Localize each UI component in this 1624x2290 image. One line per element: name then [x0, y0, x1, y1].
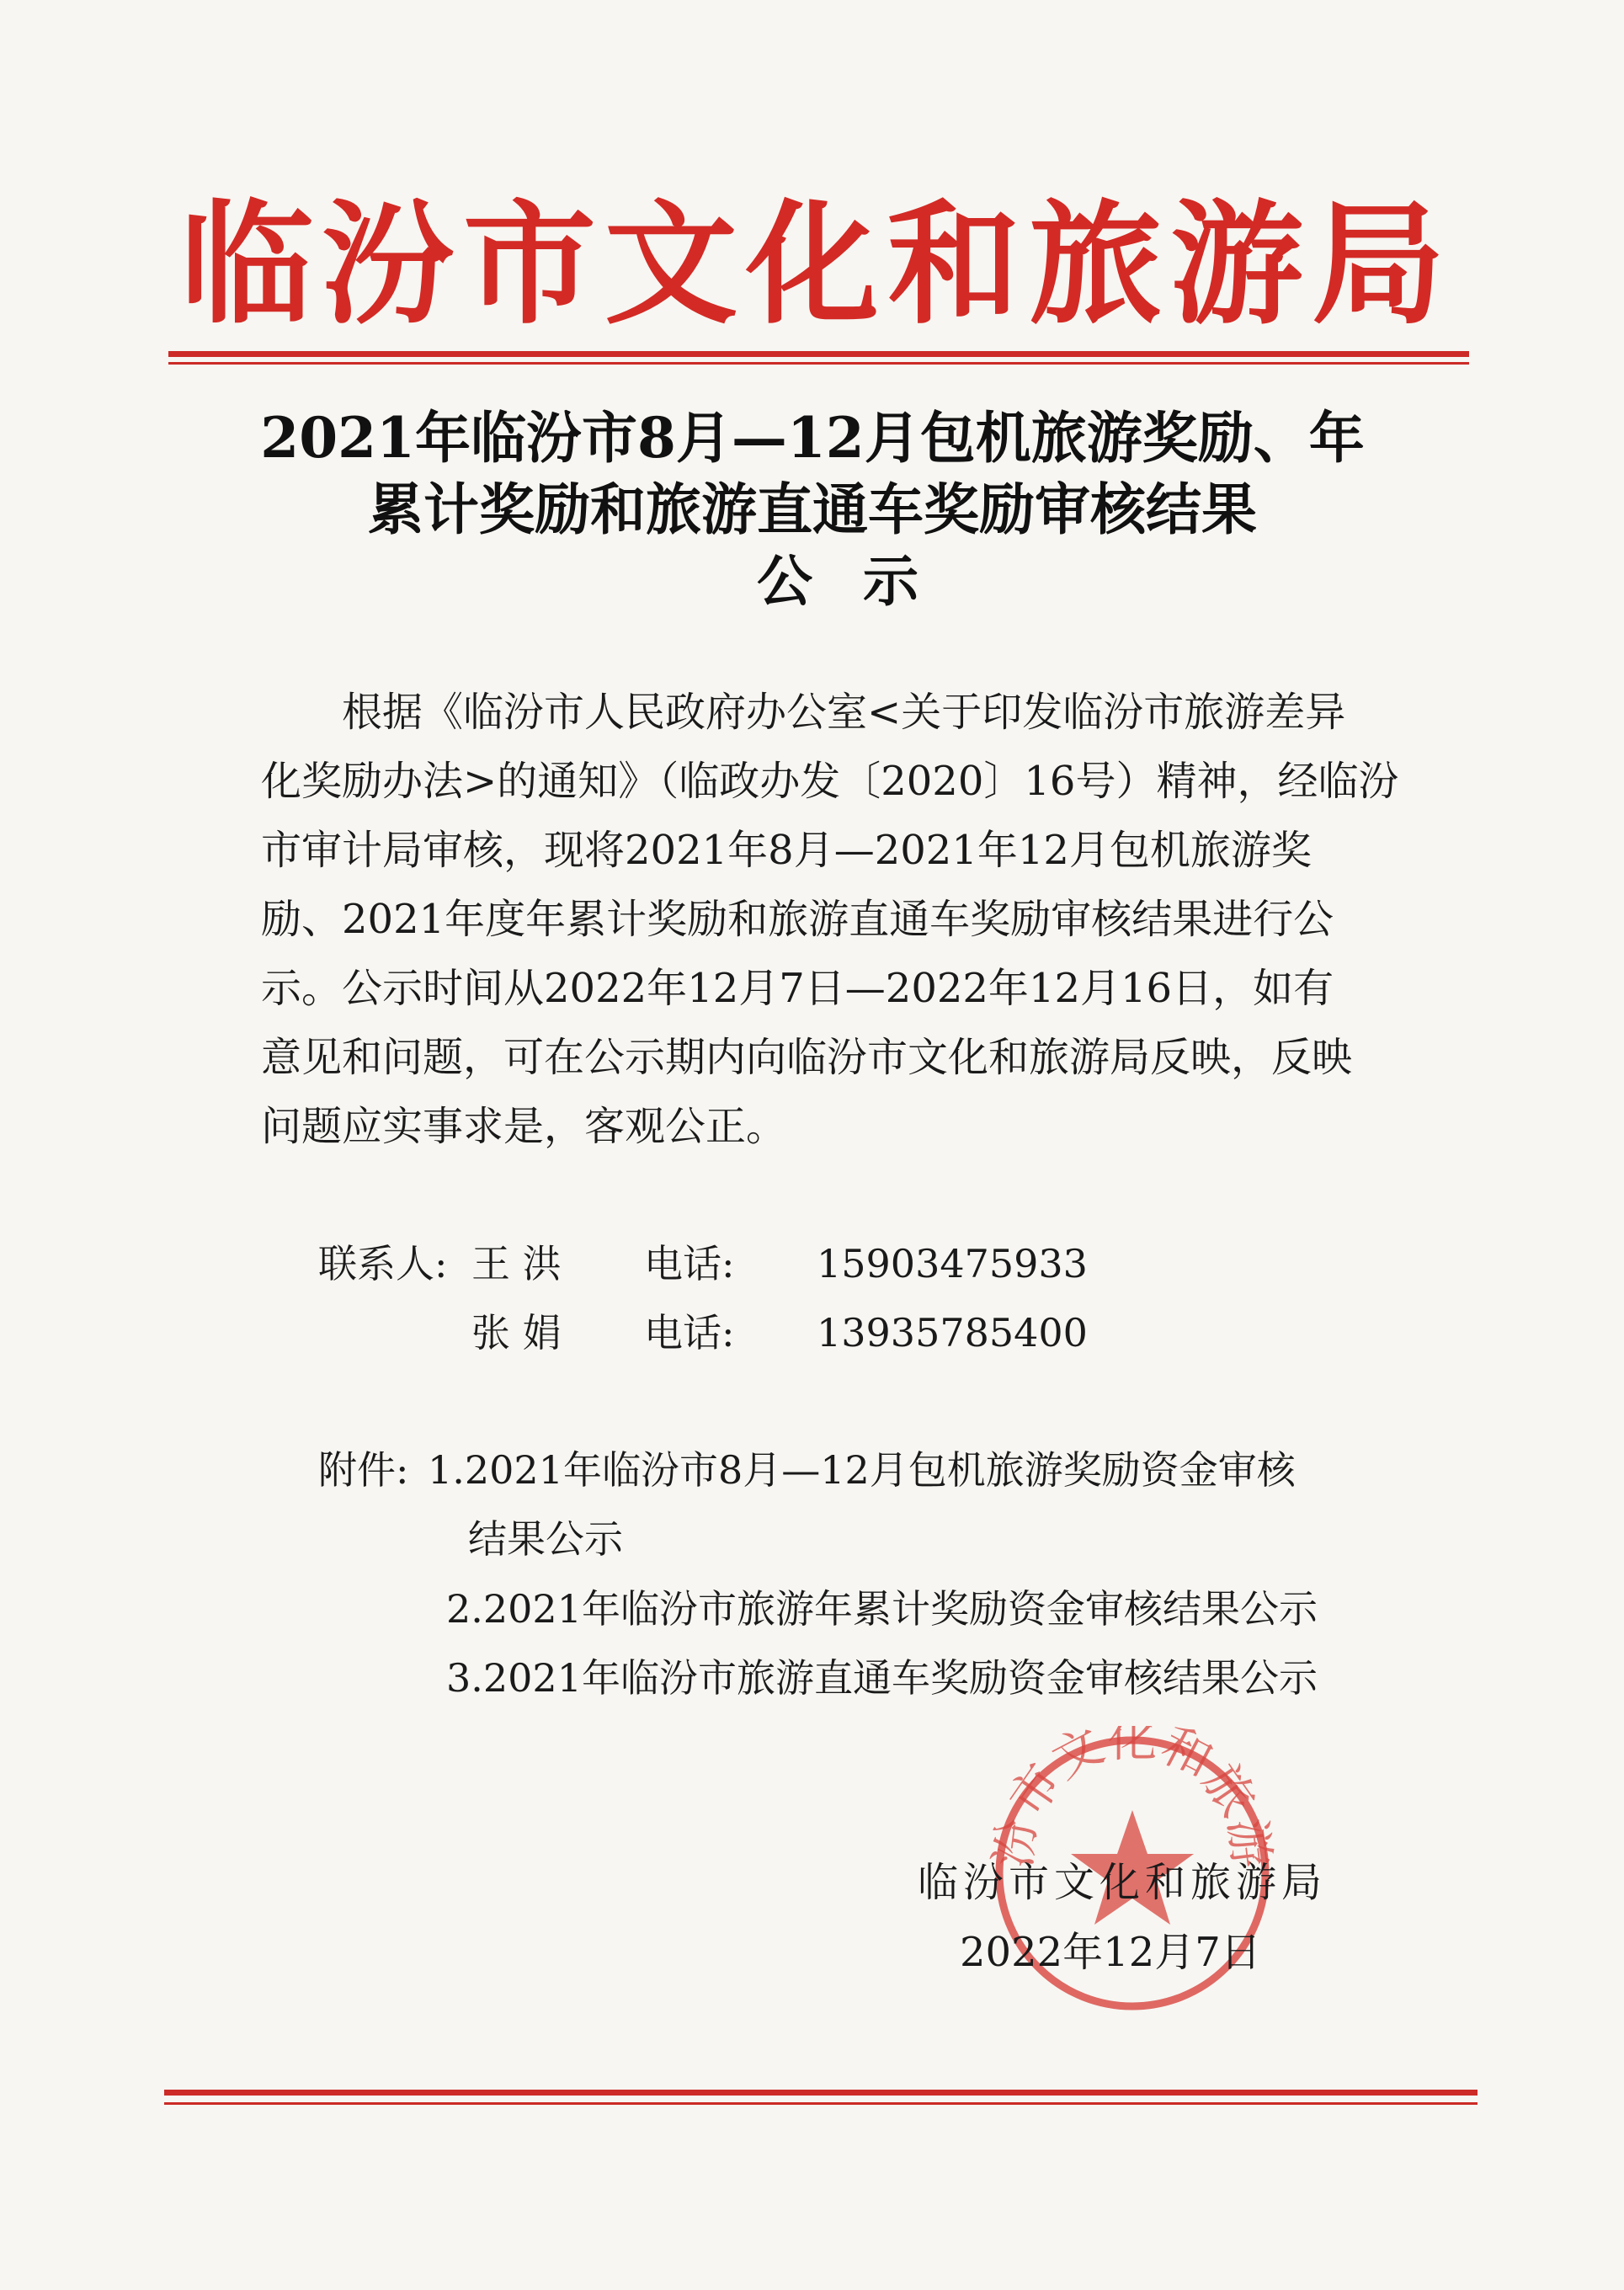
document-title-line-2: 累计奖励和旅游直通车奖励审核结果	[368, 477, 1257, 542]
document-title-line-3: 公示	[757, 548, 969, 614]
contact-name: 张 娟	[471, 1310, 562, 1355]
signature-date: 2022年12月7日	[960, 1929, 1261, 1976]
document-title-line-1: 2021年临汾市8月—12月包机旅游奖励、年	[260, 405, 1365, 471]
header-rule-thick	[168, 351, 1469, 357]
attachment-item: 1.2021年临汾市8月—12月包机旅游奖励资金审核	[428, 1447, 1296, 1493]
body-line: 化奖励办法>的通知》（临政办发〔2020〕16号）精神，经临汾	[261, 758, 1399, 805]
signature-org: 临汾市文化和旅游局	[918, 1859, 1328, 1906]
header-rule-thin	[168, 362, 1469, 365]
attachment-label: 附件:	[318, 1447, 409, 1493]
footer-rule-thick	[164, 2090, 1478, 2096]
contact-label: 联系人:	[318, 1241, 448, 1286]
body-line: 问题应实事求是，客观公正。	[261, 1103, 787, 1150]
body-line: 示。公示时间从2022年12月7日—2022年12月16日，如有	[261, 965, 1334, 1012]
attachment-item: 2.2021年临汾市旅游年累计奖励资金审核结果公示	[446, 1586, 1318, 1632]
masthead-title: 临汾市文化和旅游局	[180, 188, 1453, 343]
body-paragraph	[261, 678, 1399, 1161]
contact-name: 王 洪	[471, 1241, 562, 1286]
attachment-item: 3.2021年临汾市旅游直通车奖励资金审核结果公示	[446, 1655, 1318, 1701]
contact-phone-label: 电话:	[644, 1241, 735, 1286]
body-line: 市审计局审核，现将2021年8月—2021年12月包机旅游奖	[261, 827, 1312, 874]
body-line: 意见和问题，可在公示期内向临汾市文化和旅游局反映，反映	[261, 1034, 1353, 1081]
seal-text: 汾市文化和旅游	[985, 1726, 1280, 1871]
footer-rule-thin	[164, 2102, 1478, 2105]
body-line: 励、2021年度年累计奖励和旅游直通车奖励审核结果进行公	[261, 896, 1334, 943]
body-line: 根据《临汾市人民政府办公室<关于印发临汾市旅游差异	[342, 689, 1346, 736]
attachment-item-continued: 结果公示	[468, 1516, 623, 1562]
contact-phone: 15903475933	[817, 1241, 1088, 1286]
contact-phone-label: 电话:	[644, 1310, 735, 1355]
contact-phone: 13935785400	[817, 1310, 1088, 1355]
